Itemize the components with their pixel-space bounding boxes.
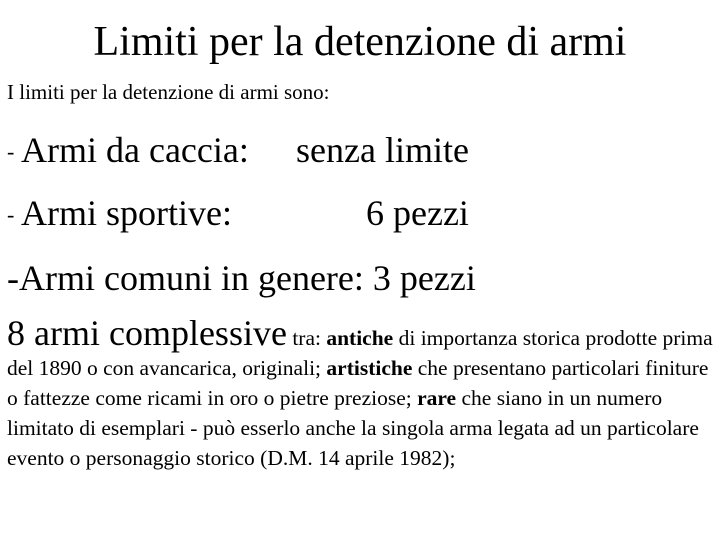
common-arms-line: -Armi comuni in genere: 3 pezzi — [7, 258, 476, 298]
intro-text: I limiti per la detenzione di armi sono: — [7, 80, 330, 104]
keyword-antiche: antiche — [326, 326, 394, 350]
paragraph-lead: 8 armi complessive — [7, 313, 287, 353]
keyword-artistiche: artistiche — [326, 356, 413, 380]
paragraph-text: di importanza storica prodotte prima del 1890 o con avancarica, originali; — [7, 326, 713, 380]
list-item-value: 6 pezzi — [366, 193, 469, 233]
paragraph-text: tra: — [286, 326, 327, 350]
list-item-value: senza limite — [296, 130, 469, 170]
list-item-label: Armi sportive: — [21, 193, 232, 233]
slide-title: Limiti per la detenzione di armi — [93, 19, 627, 65]
keyword-rare: rare — [417, 386, 457, 410]
list-item-label: Armi da caccia: — [21, 130, 249, 170]
list-dash: - — [7, 202, 15, 227]
paragraph-text: che siano in un numero limitato di esemplari - può esserlo anche la singola arma legata ad un particolare evento o personaggio storico (D.M. 14 aprile 1982); — [7, 386, 699, 470]
list-dash: - — [7, 139, 15, 164]
total-arms-paragraph — [7, 313, 713, 473]
paragraph-text: che presentano particolari finiture o fattezze come ricami in oro o pietre preziose; — [7, 356, 709, 410]
